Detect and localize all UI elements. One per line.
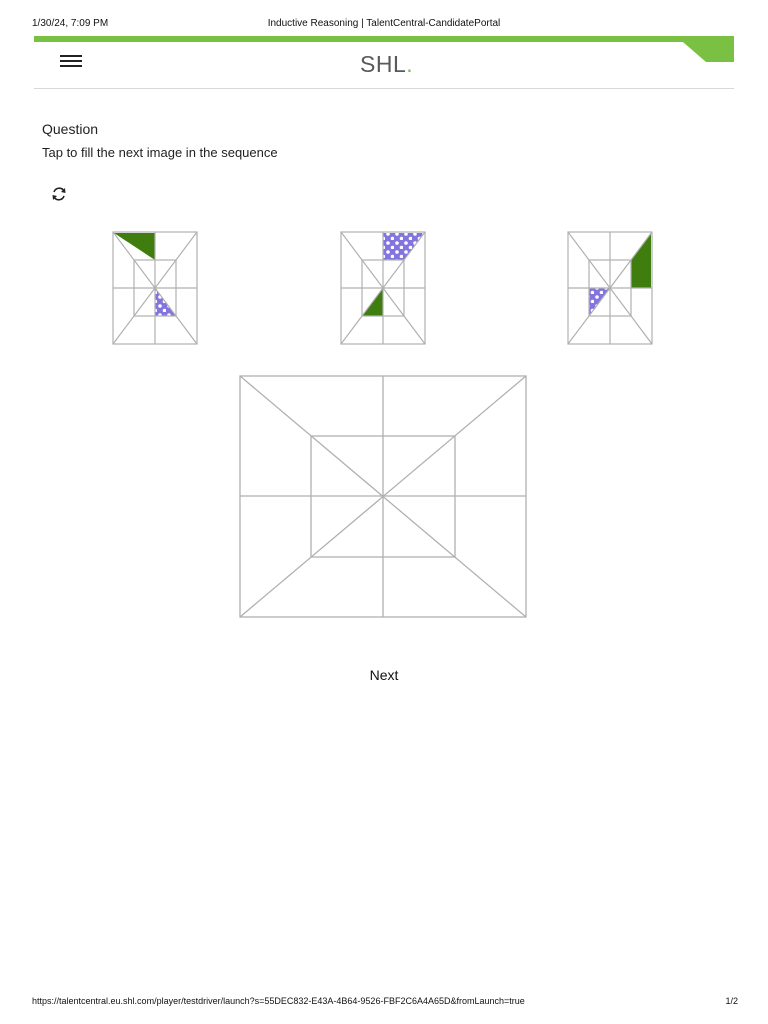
hamburger-icon[interactable] <box>60 52 82 70</box>
question-instruction: Tap to fill the next image in the sequence <box>42 145 278 160</box>
logo-dot: . <box>406 51 414 77</box>
answer-tile[interactable] <box>239 375 527 618</box>
print-footer <box>32 996 738 1008</box>
print-date: 1/30/24, 7:09 PM <box>32 18 109 29</box>
app-header <box>34 42 734 89</box>
refresh-icon[interactable] <box>50 185 68 203</box>
question-label: Question <box>42 121 99 137</box>
print-header <box>32 18 736 32</box>
shl-logo <box>360 51 413 78</box>
next-button[interactable]: Next <box>344 662 424 688</box>
page-url: https://talentcentral.eu.shl.com/player/testdriver/launch?s=55DEC832-E43A-4B64-9526-FBF2C6A4A65D&fromLaunch=true <box>32 996 525 1006</box>
sequence-tile-3 <box>567 231 653 345</box>
print-title: Inductive Reasoning | TalentCentral-CandidatePortal <box>267 18 501 29</box>
page-number: 1/2 <box>725 996 738 1006</box>
logo-text: SHL <box>360 51 407 77</box>
sequence-tile-1 <box>112 231 198 345</box>
sequence-tile-2 <box>340 231 426 345</box>
